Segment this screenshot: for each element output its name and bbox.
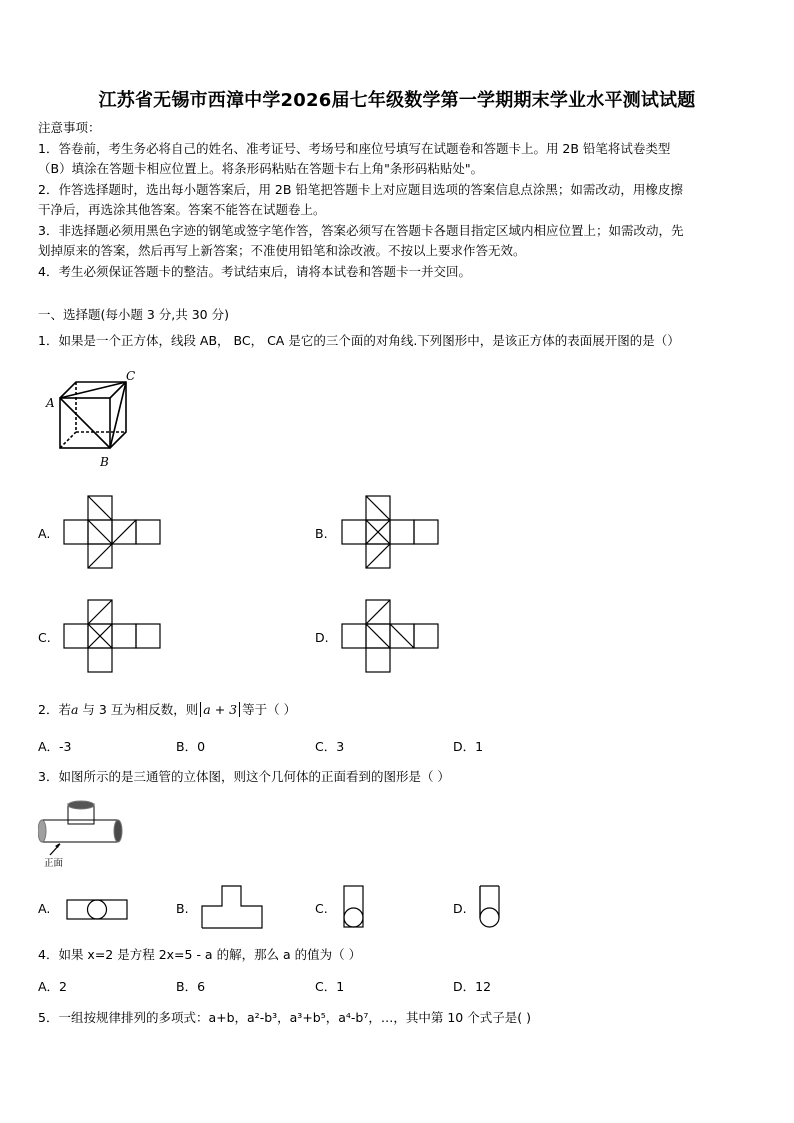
q2-abs-expr: a + 3 xyxy=(200,702,240,717)
q4-option-a[interactable]: A．2 xyxy=(38,979,68,994)
q2-option-c[interactable]: C．3 xyxy=(315,739,345,754)
notes-line: 干净后，再选涂其他答案。答案不能答在试题卷上。 xyxy=(38,202,326,217)
q4-option-b[interactable]: B．6 xyxy=(176,979,206,994)
q2-option-a[interactable]: A．-3 xyxy=(38,739,72,754)
page-title: 江苏省无锡市西漳中学2026届七年级数学第一学期期末学业水平测试试题 xyxy=(98,90,696,111)
q2-prefix: 2．若 xyxy=(38,702,71,717)
q1-option-b-net[interactable] xyxy=(340,492,450,574)
q3-option-d-label: D. xyxy=(453,901,467,916)
notes-line: （B）填涂在答题卡相应位置上。将条形码粘贴在答题卡右上角"条形码粘贴处"。 xyxy=(38,161,484,176)
cube-label-b: B xyxy=(100,455,109,469)
q1-option-d-net[interactable] xyxy=(340,596,450,678)
question-4-text: 4．如果 x=2 是方程 2x=5 - a 的解，那么 a 的值为（ ） xyxy=(38,947,362,962)
q3-option-c-figure[interactable] xyxy=(342,884,366,930)
q1-option-b-label: B. xyxy=(315,526,328,541)
notes-line: 4．考生必须保证答题卡的整洁。考试结束后，请将本试卷和答题卡一并交回。 xyxy=(38,263,471,279)
q4-option-d[interactable]: D．12 xyxy=(453,979,492,994)
notes-line: 3．非选择题必须用黑色字迹的钢笔或签字笔作答，答案必须写在答题卡各题目指定区域内相应位置上；如需改动，先 xyxy=(38,222,684,238)
cube-figure xyxy=(38,370,138,470)
notes-section xyxy=(38,118,758,282)
q2-var: a xyxy=(70,702,79,717)
q3-option-b-figure[interactable] xyxy=(200,884,266,930)
question-1-text: 1．如果是一个正方体，线段 AB， BC， CA 是它的三个面的对角线.下列图形中，是该正方体的表面展开图的是（） xyxy=(38,333,680,348)
question-3-text: 3．如图所示的是三通管的立体图，则这个几何体的正面看到的图形是（ ） xyxy=(38,769,450,784)
q2-option-b[interactable]: B．0 xyxy=(176,739,206,754)
tee-pipe-image xyxy=(38,800,124,870)
q3-option-c-label: C. xyxy=(315,901,328,916)
q3-option-a-label: A. xyxy=(38,901,51,916)
question-5-text: 5．一组按规律排列的多项式：a+b，a²-b³，a³+b⁵，a⁴-b⁷，…，其中第 10 个式子是( ) xyxy=(38,1010,531,1025)
front-label: 正面 xyxy=(44,858,64,869)
q3-option-a-figure[interactable] xyxy=(66,897,130,923)
q1-option-c-net[interactable] xyxy=(62,596,192,678)
question-2-text xyxy=(38,700,296,721)
notes-line: 划掉原来的答案，然后再写上新答案；不准使用铅笔和涂改液。不按以上要求作答无效。 xyxy=(38,243,526,258)
notes-heading: 注意事项： xyxy=(38,120,101,135)
q2-middle: 与 3 互为相反数，则 xyxy=(78,702,199,717)
q3-option-b-label: B. xyxy=(176,901,189,916)
q1-option-d-label: D. xyxy=(315,630,329,645)
cube-label-a: A xyxy=(46,396,55,410)
q4-option-c[interactable]: C．1 xyxy=(315,979,345,994)
q1-option-a-net[interactable] xyxy=(62,492,192,574)
cube-label-c: C xyxy=(126,370,136,383)
notes-line: 1．答卷前，考生务必将自己的姓名、准考证号、考场号和座位号填写在试题卷和答题卡上。用 2B 铅笔将试卷类型 xyxy=(38,140,671,156)
notes-line: 2．作答选择题时，选出每小题答案后，用 2B 铅笔把答题卡上对应题目选项的答案信息点涂黑；如需改动，用橡皮擦 xyxy=(38,181,683,197)
q3-option-d-figure[interactable] xyxy=(478,884,502,930)
q1-option-c-label: C. xyxy=(38,630,51,645)
q1-option-a-label: A. xyxy=(38,526,51,541)
section-heading: 一、选择题(每小题 3 分,共 30 分) xyxy=(38,307,229,322)
q2-suffix: 等于（ ） xyxy=(242,702,297,717)
q2-option-d[interactable]: D．1 xyxy=(453,739,484,754)
